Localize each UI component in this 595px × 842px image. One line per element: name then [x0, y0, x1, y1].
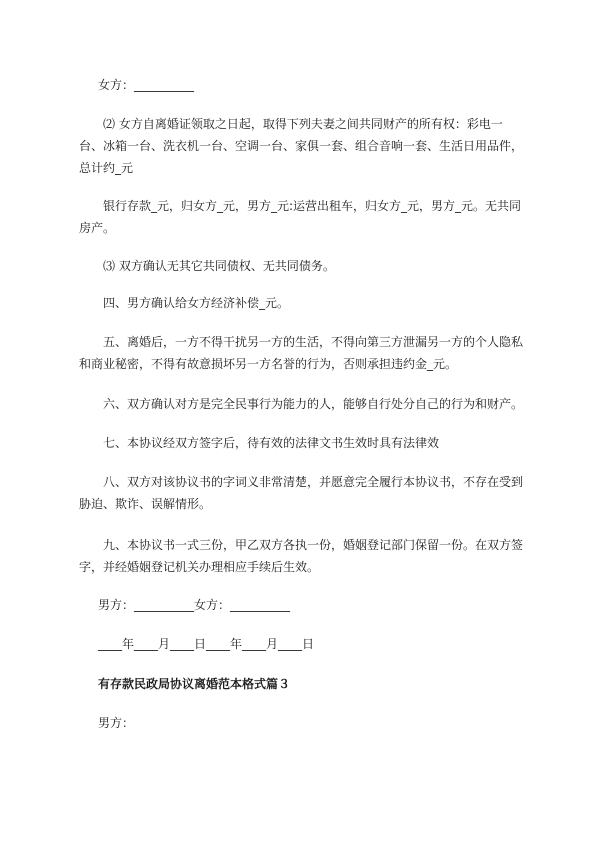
date-lines: ____年____月____日____年____月____日 — [98, 637, 315, 651]
clause-4-compensation: 四、男方确认给女方经济补偿_元。 — [103, 296, 290, 310]
section-heading: 有存款民政局协议离婚范本格式篇３ — [98, 677, 291, 691]
clause-2-property-ownership: ⑵ 女方自离婚证领取之日起，取得下列夫妻之间共同财产的所有权：彩电一台、冰箱一台、洗衣机一台、空调一台、家俱一套、组合音响一套、生活日用品件，总计约_元 — [79, 117, 524, 175]
female-party-signature-line: 女方：__________ — [98, 78, 195, 92]
clause-7-effect: 七、本协议经双方签字后，待有效的法律文书生效时具有法律效 — [103, 436, 440, 450]
male-party-label: 男方： — [98, 716, 135, 730]
clause-8-understanding: 八、双方对该协议书的字词义非常清楚，并愿意完全履行本协议书，不存在受到胁迫、欺诈、误解情形。 — [79, 475, 524, 511]
clause-6-capacity: 六、双方确认对方是完全民事行为能力的人，能够自行处分自己的行为和财产。 — [103, 397, 524, 411]
clause-bank-deposit: 银行存款_元，归女方_元，男方_元:运营出租车，归女方_元，男方_元。无共同房产。 — [79, 199, 522, 235]
signature-lines: 男方：__________女方：__________ — [98, 598, 291, 612]
clause-5-privacy: 五、离婚后，一方不得干扰另一方的生活，不得向第三方泄漏另一方的个人隐私和商业秘密，不得有故意损坏另一方名誉的行为，否则承担违约金_元。 — [79, 335, 524, 371]
clause-9-copies: 九、本协议书一式三份，甲乙双方各执一份，婚姻登记部门保留一份。在双方签字，并经婚姻登记机关办理相应手续后生效。 — [79, 538, 524, 574]
clause-3-no-debts: ⑶ 双方确认无其它共同债权、无共同债务。 — [103, 259, 335, 273]
